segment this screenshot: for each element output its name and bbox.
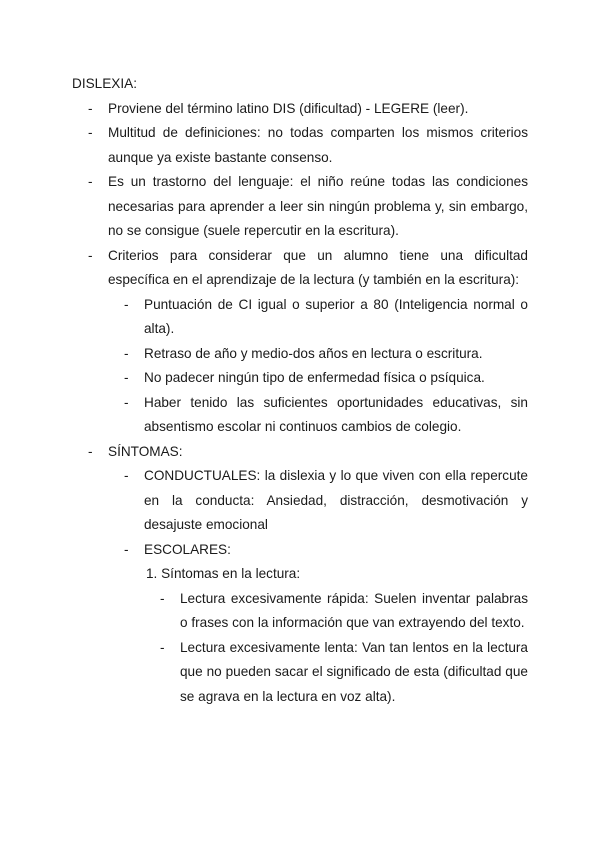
criteria-item (108, 391, 528, 440)
bullet-dash: - (88, 247, 93, 263)
main-list (72, 97, 528, 710)
symptom-text: ESCOLARES: (144, 541, 231, 557)
criteria-text: No padecer ningún tipo de enfermedad física o psíquica. (144, 370, 485, 385)
bullet-dash: - (124, 345, 129, 361)
reading-symptom-item (144, 636, 528, 710)
bullet-dash: - (124, 468, 129, 483)
symptoms-item (72, 440, 528, 710)
list-item-text: Proviene del término latino DIS (dificultad) - LEGERE (leer). (108, 100, 469, 116)
symptom-text: CONDUCTUALES: la dislexia y lo que viven con ella repercute en la conducta: Ansiedad, distracción, desmotivación y desajuste emocional (144, 468, 528, 532)
symptoms-heading: SÍNTOMAS: (108, 443, 183, 459)
document-title: DISLEXIA: (72, 76, 137, 91)
list-item-text: Multitud de definiciones: no todas comparten los mismos criterios aunque ya existe bastante consenso. (108, 125, 528, 165)
criteria-list (108, 293, 528, 440)
symptom-item (108, 538, 528, 563)
criteria-item (108, 293, 528, 342)
reading-symptoms-list (144, 587, 528, 710)
criteria-text: Haber tenido las suficientes oportunidades educativas, sin absentismo escolar ni continuos cambios de colegio. (144, 394, 528, 434)
bullet-dash: - (124, 394, 129, 410)
document-page (72, 72, 528, 709)
list-item-text: Criterios para considerar que un alumno tiene una dificultad específica en el aprendizaje de la lectura (y también en la escritura): (108, 247, 528, 287)
reading-symptom-text: Lectura excesivamente rápida: Suelen inventar palabras o frases con la información que van extrayendo del texto. (180, 590, 528, 630)
bullet-dash: - (124, 541, 129, 557)
list-item (72, 97, 528, 122)
criteria-text: Puntuación de CI igual o superior a 80 (Inteligencia normal o alta). (144, 296, 528, 336)
criteria-item (108, 342, 528, 367)
criteria-text: Retraso de año y medio-dos años en lectura o escritura. (144, 345, 483, 361)
reading-symptom-text: Lectura excesivamente lenta: Van tan lentos en la lectura que no pueden sacar el significado de esta (dificultad que se agrava en la lectura en voz alta). (180, 639, 528, 704)
list-item (72, 121, 528, 170)
reading-symptom-item (144, 587, 528, 636)
bullet-dash: - (160, 590, 165, 606)
bullet-dash: - (88, 100, 93, 116)
bullet-dash: - (124, 296, 129, 312)
bullet-dash: - (124, 370, 129, 385)
bullet-dash: - (88, 125, 93, 140)
bullet-dash: - (160, 639, 165, 655)
list-item (72, 244, 528, 440)
criteria-item (108, 366, 528, 391)
symptom-item (108, 464, 528, 538)
list-item (72, 170, 528, 244)
bullet-dash: - (88, 443, 93, 459)
reading-symptoms-heading: 1. Síntomas en la lectura: (146, 566, 301, 581)
symptoms-list (108, 464, 528, 562)
list-item-text: Es un trastorno del lenguaje: el niño reúne todas las condiciones necesarias para aprender a leer sin ningún problema y, sin embargo, no se consigue (suele repercutir en la escritura). (108, 174, 528, 238)
bullet-dash: - (88, 174, 93, 189)
